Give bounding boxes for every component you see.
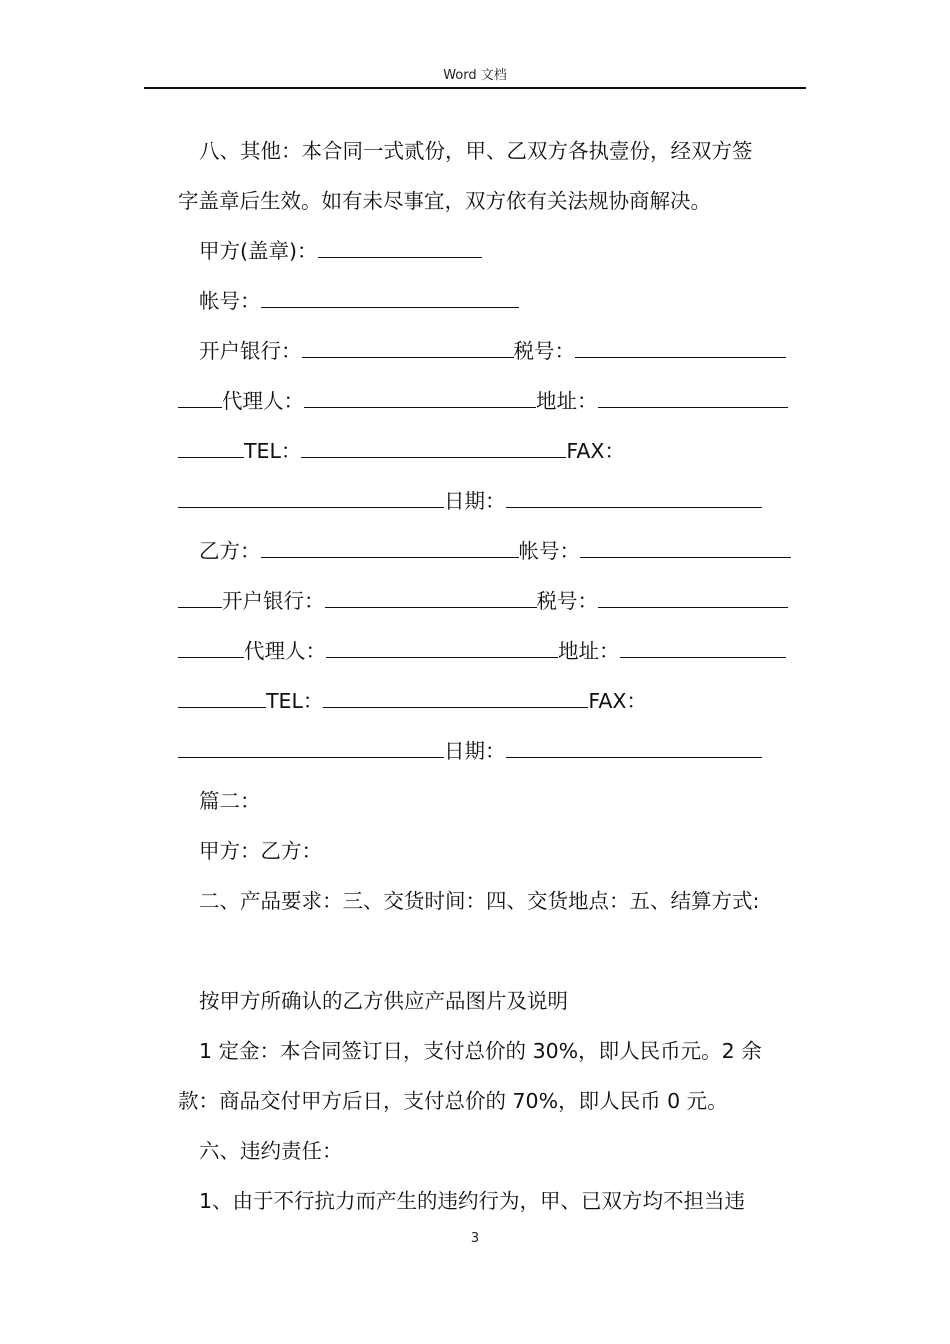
party-b-bank-label: 开户银行： <box>222 589 325 613</box>
party-b-date-blank <box>506 736 762 758</box>
party-a-address-blank <box>598 386 788 408</box>
party-b-address-blank <box>620 636 786 658</box>
section2-parties: 甲方：乙方： <box>199 839 322 863</box>
page-number: 3 <box>470 1231 480 1246</box>
party-a-address-label: 地址： <box>536 389 598 413</box>
party-b-agent-blank <box>326 636 558 658</box>
party-a-fax-label: FAX： <box>566 439 625 463</box>
party-a-bank-row <box>178 336 829 366</box>
party-a-date-blank <box>506 486 762 508</box>
party-a-bank-blank <box>302 336 514 358</box>
party-a-address-blank-cont <box>178 436 244 458</box>
section2-heading: 篇二： <box>199 789 261 813</box>
party-b-tel-blank <box>323 686 588 708</box>
clause8-line1: 八、其他：本合同一式贰份，甲、乙双方各执壹份，经双方签 <box>199 139 753 163</box>
party-a-tel-blank <box>301 436 566 458</box>
party-a-seal-row <box>178 236 829 266</box>
party-b-date-label: 日期： <box>444 739 506 763</box>
party-b-label: 乙方： <box>199 539 261 563</box>
party-b-blank <box>261 536 519 558</box>
product-note: 按甲方所确认的乙方供应产品图片及说明 <box>199 989 568 1013</box>
header-title: Word 文档 <box>443 68 507 83</box>
party-a-agent-blank <box>304 386 536 408</box>
party-b-fax-blank <box>178 736 444 758</box>
party-a-tax-blank-cont <box>178 386 222 408</box>
party-a-fax-blank <box>178 486 444 508</box>
party-a-seal-blank <box>318 236 482 258</box>
party-b-agent-row <box>178 636 808 666</box>
breach-item1: 1、由于不行抗力而产生的违约行为，甲、已双方均不担当违 <box>199 1189 746 1213</box>
party-a-agent-label: 代理人： <box>222 389 304 413</box>
breach-heading: 六、违约责任： <box>199 1139 343 1163</box>
party-a-tel-label: TEL： <box>244 439 302 463</box>
party-b-tax-label: 税号： <box>536 589 598 613</box>
section2-items: 二、产品要求：三、交货时间：四、交货地点：五、结算方式: <box>199 889 760 913</box>
party-a-tel-row <box>178 436 808 466</box>
party-a-tax-blank <box>575 336 786 358</box>
party-b-bank-blank <box>325 586 537 608</box>
party-b-date-row <box>178 736 808 766</box>
party-b-tax-blank-cont <box>178 636 244 658</box>
party-b-account-label: 帐号： <box>518 539 580 563</box>
party-b-account-blank-cont <box>178 586 222 608</box>
party-b-fax-label: FAX： <box>588 689 647 713</box>
party-a-bank-label: 开户银行： <box>199 339 302 363</box>
payment-line1: 1 定金：本合同签订日，支付总价的 30%，即人民币元。2 余 <box>199 1039 762 1063</box>
party-b-tel-label: TEL： <box>266 689 324 713</box>
party-b-address-label: 地址： <box>558 639 620 663</box>
party-a-account-label: 帐号： <box>199 289 261 313</box>
party-b-address-blank-cont <box>178 686 266 708</box>
party-a-agent-row <box>178 386 808 416</box>
party-a-account-row <box>178 286 829 316</box>
party-b-tel-row <box>178 686 808 716</box>
payment-line2: 款：商品交付甲方后日，支付总价的 70%，即人民币 0 元。 <box>178 1089 728 1113</box>
party-b-account-blank <box>580 536 791 558</box>
header-rule <box>144 87 806 89</box>
party-a-account-blank <box>261 286 519 308</box>
party-b-row <box>178 536 829 566</box>
party-b-agent-label: 代理人： <box>244 639 326 663</box>
party-a-tax-label: 税号： <box>513 339 575 363</box>
clause8-line2: 字盖章后生效。如有未尽事宜，双方依有关法规协商解决。 <box>178 189 711 213</box>
party-b-tax-blank <box>598 586 788 608</box>
party-a-date-row <box>178 486 808 516</box>
party-b-bank-row <box>178 586 808 616</box>
party-a-date-label: 日期： <box>444 489 506 513</box>
party-a-seal-label: 甲方(盖章)： <box>199 239 318 263</box>
